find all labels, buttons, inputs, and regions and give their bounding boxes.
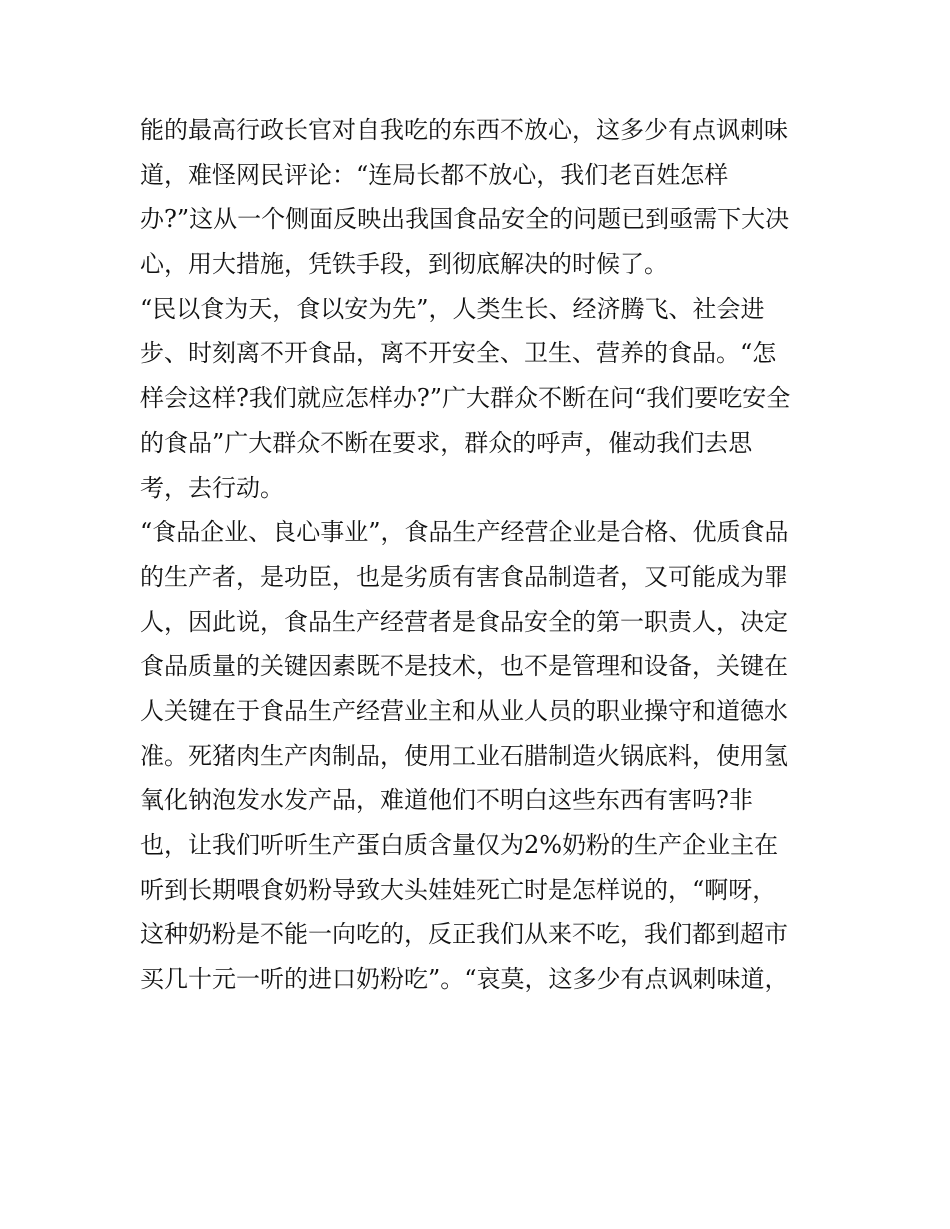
text-line: 食品质量的关键因素既不是技术，也不是管理和设备，关键在 [140, 652, 788, 681]
text-line: 的食品”广大群众不断在要求，群众的呼声，催动我们去思 [140, 428, 753, 457]
text-line: 这种奶粉是不能一向吃的，反正我们从来不吃，我们都到超市 [140, 920, 788, 949]
text-line: “食品企业、良心事业”，食品生产经营企业是合格、优质食品 [140, 518, 789, 547]
text-line: 考，去行动。 [140, 473, 284, 502]
text-line: 的生产者，是功臣，也是劣质有害食品制造者，又可能成为罪 [140, 562, 788, 591]
text-line: 心，用大措施，凭铁手段，到彻底解决的时候了。 [140, 250, 668, 279]
text-line: 准。死猪肉生产肉制品，使用工业石腊制造火锅底料，使用氢 [140, 741, 788, 770]
text-line: 人，因此说，食品生产经营者是食品安全的第一职责人，决定 [140, 607, 788, 636]
text-line: 氧化钠泡发水发产品，难道他们不明白这些东西有害吗?非 [140, 786, 753, 815]
text-line: 人关键在于食品生产经营业主和从业人员的职业操守和道德水 [140, 696, 788, 725]
text-line: 也，让我们听听生产蛋白质含量仅为2%奶粉的生产企业主在 [140, 831, 779, 859]
text-line: 样会这样?我们就应怎样办?”广大群众不断在问“我们要吃安全 [140, 384, 791, 413]
text-line: 听到长期喂食奶粉导致大头娃娃死亡时是怎样说的，“啊呀， [140, 875, 777, 904]
text-line: 办?”这从一个侧面反映出我国食品安全的问题已到亟需下大决 [140, 205, 790, 234]
text-line: 道，难怪网民评论：“连局长都不放心，我们老百姓怎样 [140, 160, 729, 189]
body-text [140, 108, 820, 1002]
text-line: 买几十元一听的进口奶粉吃”。“哀莫，这多少有点讽刺味道， [140, 965, 789, 994]
text-line: “民以食为天，食以安为先”，人类生长、经济腾飞、社会进 [140, 294, 765, 323]
text-line: 能的最高行政长官对自我吃的东西不放心，这多少有点讽刺味 [140, 116, 788, 144]
text-line: 步、时刻离不开食品，离不开安全、卫生、营养的食品。“怎 [140, 339, 777, 368]
